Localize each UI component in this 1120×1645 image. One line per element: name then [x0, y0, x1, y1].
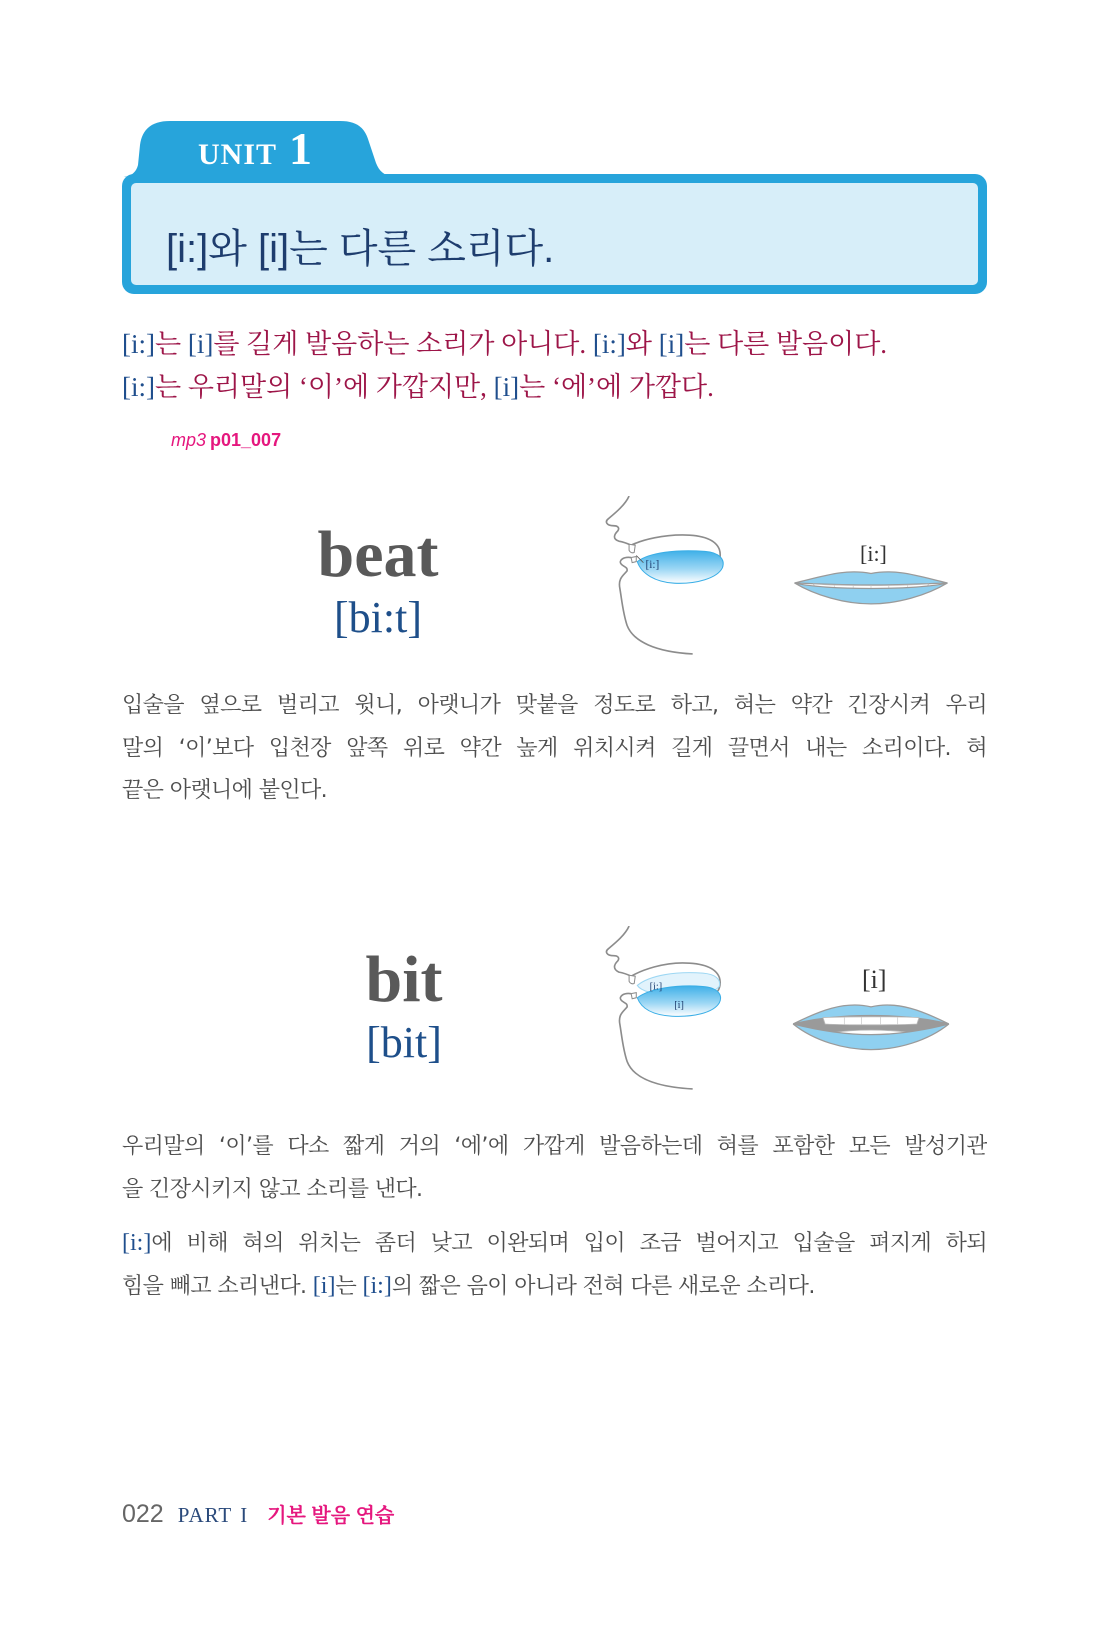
- audio-track-label: [171, 428, 281, 452]
- ipa-long-i: [i:]: [122, 1230, 152, 1256]
- face-profile-upper: [606, 496, 631, 545]
- audio-track-id: p01_007: [210, 430, 282, 450]
- mouth-profile-diagram-bit: [604, 926, 728, 1090]
- lips-diagram-bit: [791, 996, 951, 1052]
- unit-label: UNIT: [198, 138, 278, 171]
- example-word-beat: beat: [317, 518, 439, 591]
- comparison-text: 는: [335, 1274, 363, 1299]
- phonetic-bit: [bit]: [366, 1018, 442, 1067]
- lips-label-bit: [i]: [862, 965, 887, 994]
- mouth-profile-diagram-beat: [604, 496, 728, 656]
- description-line: 을 긴장시키지 않고 소리를 낸다.: [122, 1177, 423, 1202]
- page-number: 022: [122, 1500, 164, 1528]
- comparison-line-2: [122, 1265, 987, 1307]
- lips-diagram-beat: [791, 562, 951, 606]
- upper-teeth: [823, 1017, 919, 1025]
- description-line: 말의 ‘이’보다 입천장 앞쪽 위로 약간 높게 위치시켜 길게 끌면서 내는 소리이다. 혀: [122, 736, 987, 761]
- phonetic-beat: [bi:t]: [334, 593, 422, 642]
- audio-format: mp3: [171, 430, 207, 450]
- part-label: PART: [177, 1503, 233, 1527]
- part-number: I: [240, 1503, 248, 1527]
- upper-lip: [795, 572, 948, 585]
- intro-line-2: [122, 368, 987, 406]
- face-profile-upper: [607, 926, 632, 976]
- page-footer: [122, 1498, 394, 1530]
- intro-text: 는 다른 발음이다.: [684, 329, 888, 359]
- intro-text: 는 ‘에’에 가깝다.: [519, 372, 714, 402]
- ipa-short-i: [i]: [493, 372, 520, 402]
- comparison-text: 힘을 빼고 소리낸다.: [122, 1274, 313, 1299]
- unit-title: [i:]와 [i]는 다른 소리다.: [166, 227, 555, 271]
- ipa-long-i: [i:]: [122, 372, 155, 402]
- tongue-label-short-i: [i]: [674, 1000, 684, 1011]
- description-line: 입술을 옆으로 벌리고 윗니, 아랫니가 맞붙을 정도로 하고, 혀는 약간 긴장시켜 우리: [122, 693, 987, 718]
- description-line: 우리말의 ‘이’를 다소 짧게 거의 ‘에’에 가깝게 발음하는데 혀를 포함한 모든 발성기관: [122, 1134, 987, 1159]
- lower-tooth: [631, 557, 636, 563]
- intro-line-1: [122, 325, 987, 363]
- intro-text: 는: [155, 329, 188, 359]
- intro-text: 와: [625, 329, 659, 359]
- upper-tooth: [629, 975, 635, 984]
- lower-tooth: [631, 993, 636, 999]
- ipa-short-i: [i]: [658, 329, 685, 359]
- comparison-text: 에 비해 혀의 위치는 좀더 낮고 이완되며 입이 조금 벌어지고 입술을 펴지게 하되: [151, 1231, 987, 1256]
- unit-tab: [198, 122, 312, 174]
- tongue-label-long-i: [i:]: [649, 981, 663, 993]
- lips-label-beat: [i:]: [860, 541, 887, 566]
- tongue-label-long-i: [i:]: [645, 558, 660, 571]
- ipa-long-i: [i:]: [362, 1273, 392, 1299]
- description-line: 끝은 아랫니에 붙인다.: [122, 778, 328, 803]
- part-title: 기본 발음 연습: [267, 1505, 395, 1527]
- comparison-line-1: [122, 1222, 987, 1264]
- example-word-bit: bit: [365, 943, 443, 1016]
- unit-number: 1: [289, 123, 313, 174]
- ipa-long-i: [i:]: [122, 329, 155, 359]
- ipa-short-i: [i]: [312, 1273, 336, 1299]
- ipa-long-i: [i:]: [592, 329, 626, 359]
- comparison-text: 의 짧은 음이 아니라 전혀 다른 새로운 소리다.: [391, 1274, 815, 1299]
- intro-text: 를 길게 발음하는 소리가 아니다.: [213, 329, 593, 359]
- ipa-short-i: [i]: [187, 329, 214, 359]
- intro-text: 는 우리말의 ‘이’에 가깝지만,: [155, 372, 494, 402]
- upper-tooth: [629, 544, 635, 553]
